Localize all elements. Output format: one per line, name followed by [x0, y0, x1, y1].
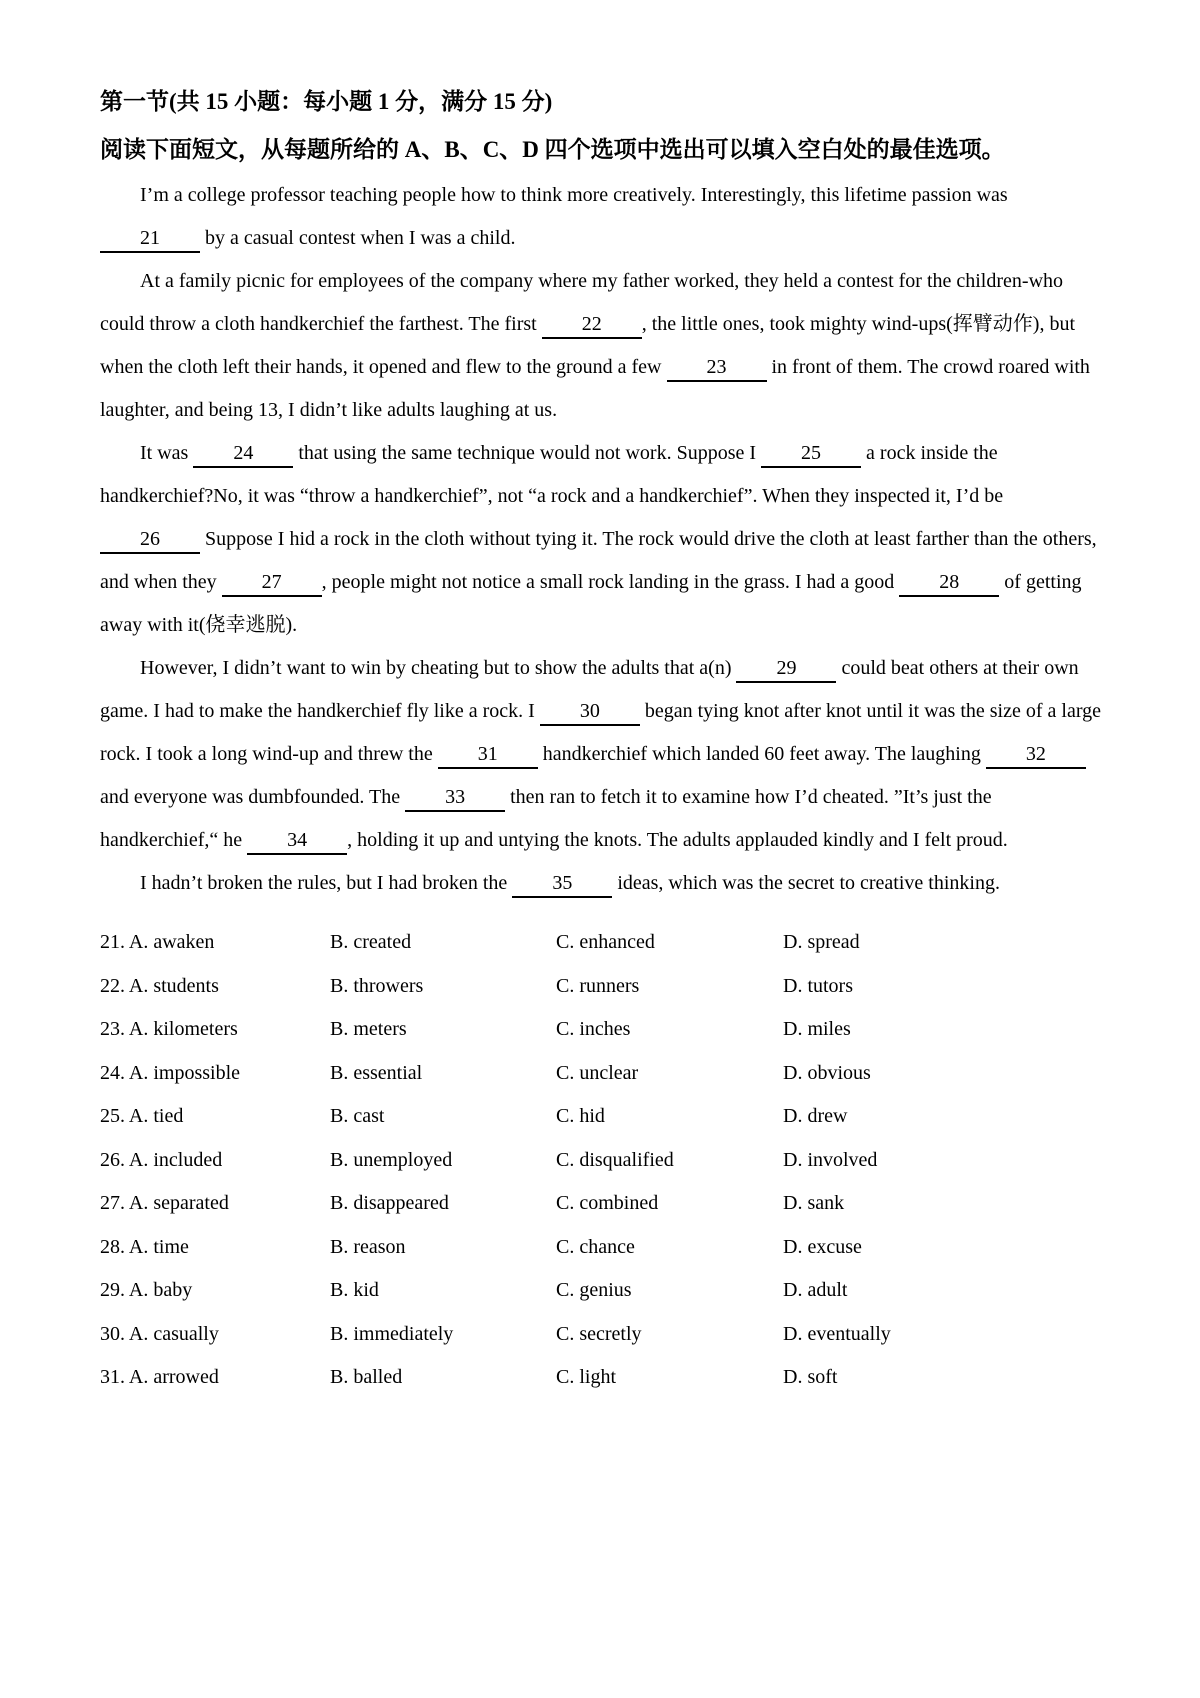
option-23-c: C. inches [556, 1018, 631, 1041]
cloze-blank-31: 31 [438, 741, 538, 769]
option-31-c: C. light [556, 1366, 617, 1389]
cloze-blank-33: 33 [405, 784, 505, 812]
cloze-blank-30: 30 [540, 698, 640, 726]
option-row-29 [100, 1269, 1108, 1313]
option-row-25 [100, 1095, 1108, 1139]
option-31-b: B. balled [330, 1366, 403, 1389]
option-21-a: 21. A. awaken [100, 931, 215, 954]
cloze-blank-27: 27 [222, 569, 322, 597]
cloze-blank-28: 28 [899, 569, 999, 597]
option-row-23 [100, 1008, 1108, 1052]
option-22-d: D. tutors [783, 974, 853, 997]
option-row-30 [100, 1313, 1108, 1357]
option-29-a: 29. A. baby [100, 1279, 193, 1302]
cloze-blank-25: 25 [761, 440, 861, 468]
cloze-blank-35: 35 [512, 870, 612, 898]
cloze-blank-29: 29 [736, 655, 836, 683]
passage-paragraph: I’m a college professor teaching people how to think more creatively. Interestingly, this lifetime passion was 21 by a casual contest when I was a child. [100, 174, 1108, 260]
option-30-a: 30. A. casually [100, 1322, 219, 1345]
passage-paragraph: However, I didn’t want to win by cheating but to show the adults that a(n) 29 could beat others at their own game. I had to make the handkerchief fly like a rock. I 30 began tying knot after knot until it was the size of a large rock. I took a long wind-up and threw the 31 handkerchief which landed 60 feet away. The laughing 32 and everyone was dumbfounded. The 33 then ran to fetch it to examine how I’d cheated. ”It’s just the handkerchief,“ he 34 , holding it up and untying the knots. The adults applauded kindly and I felt proud. [100, 647, 1108, 862]
option-27-a: 27. A. separated [100, 1192, 229, 1215]
option-27-b: B. disappeared [330, 1192, 449, 1215]
option-28-d: D. excuse [783, 1235, 862, 1258]
cloze-blank-22: 22 [542, 311, 642, 339]
option-22-c: C. runners [556, 974, 640, 997]
option-26-a: 26. A. included [100, 1148, 223, 1171]
option-24-b: B. essential [330, 1061, 423, 1084]
option-30-b: B. immediately [330, 1322, 454, 1345]
option-26-d: D. involved [783, 1148, 878, 1171]
option-22-b: B. throwers [330, 974, 424, 997]
option-28-b: B. reason [330, 1235, 406, 1258]
passage-paragraph: At a family picnic for employees of the company where my father worked, they held a contest for the children-who could throw a cloth handkerchief the farthest. The first 22 , the little ones, took mighty wind-ups(挥臂动作), but when the cloth left their hands, it opened and flew to the ground a few 23 in front of them. The crowd roared with laughter, and being 13, I didn’t like adults laughing at us. [100, 270, 1090, 421]
option-row-31 [100, 1356, 1108, 1400]
option-24-d: D. obvious [783, 1061, 871, 1084]
option-29-c: C. genius [556, 1279, 632, 1302]
cloze-blank-21: 21 [100, 225, 200, 253]
option-row-21 [100, 921, 1108, 965]
option-30-c: C. secretly [556, 1322, 642, 1345]
option-31-a: 31. A. arrowed [100, 1366, 219, 1389]
option-21-b: B. created [330, 931, 412, 954]
passage-paragraph: It was 24 that using the same technique would not work. Suppose I 25 a rock inside the handkerchief?No, it was “throw a handkerchief”, not “a rock and a handkerchief”. When they inspected it, I’d be 26 Suppose I hid a rock in the cloth without tying it. The rock would drive the cloth at least farther than the others, and when they 27 , people might not notice a small rock landing in the grass. I had a good 28 of getting away with it(侥幸逃脱). [100, 442, 1097, 636]
option-26-b: B. unemployed [330, 1148, 453, 1171]
option-29-d: D. adult [783, 1279, 848, 1302]
instructions-text: 阅读下面短文，从每题所给的 A、B、C、D 四个选项中选出可以填入空白处的最佳选项。 [100, 137, 1005, 162]
option-23-a: 23. A. kilometers [100, 1018, 238, 1041]
cloze-passage [100, 174, 1108, 905]
option-24-c: C. unclear [556, 1061, 639, 1084]
option-31-d: D. soft [783, 1366, 838, 1389]
option-21-d: D. spread [783, 931, 860, 954]
option-22-a: 22. A. students [100, 974, 219, 997]
option-21-c: C. enhanced [556, 931, 655, 954]
option-30-d: D. eventually [783, 1322, 891, 1345]
cloze-blank-32: 32 [986, 741, 1086, 769]
option-25-d: D. drew [783, 1105, 848, 1128]
option-23-d: D. miles [783, 1018, 851, 1041]
cloze-blank-34: 34 [247, 827, 347, 855]
option-28-c: C. chance [556, 1235, 635, 1258]
option-27-c: C. combined [556, 1192, 659, 1215]
option-25-c: C. hid [556, 1105, 605, 1128]
option-27-d: D. sank [783, 1192, 845, 1215]
option-row-22 [100, 965, 1108, 1009]
cloze-blank-26: 26 [100, 526, 200, 554]
option-row-26 [100, 1139, 1108, 1183]
option-row-24 [100, 1052, 1108, 1096]
option-25-a: 25. A. tied [100, 1105, 184, 1128]
option-24-a: 24. A. impossible [100, 1061, 241, 1084]
options-table [100, 921, 1108, 1400]
section-title: 第一节(共 15 小题：每小题 1 分，满分 15 分) [100, 89, 553, 114]
option-row-27 [100, 1182, 1108, 1226]
option-23-b: B. meters [330, 1018, 407, 1041]
option-28-a: 28. A. time [100, 1235, 189, 1258]
cloze-blank-23: 23 [667, 354, 767, 382]
option-25-b: B. cast [330, 1105, 385, 1128]
cloze-blank-24: 24 [193, 440, 293, 468]
option-26-c: C. disqualified [556, 1148, 674, 1171]
option-29-b: B. kid [330, 1279, 379, 1302]
passage-paragraph: I hadn’t broken the rules, but I had broken the 35 ideas, which was the secret to creative thinking. [100, 862, 1108, 905]
option-row-28 [100, 1226, 1108, 1270]
